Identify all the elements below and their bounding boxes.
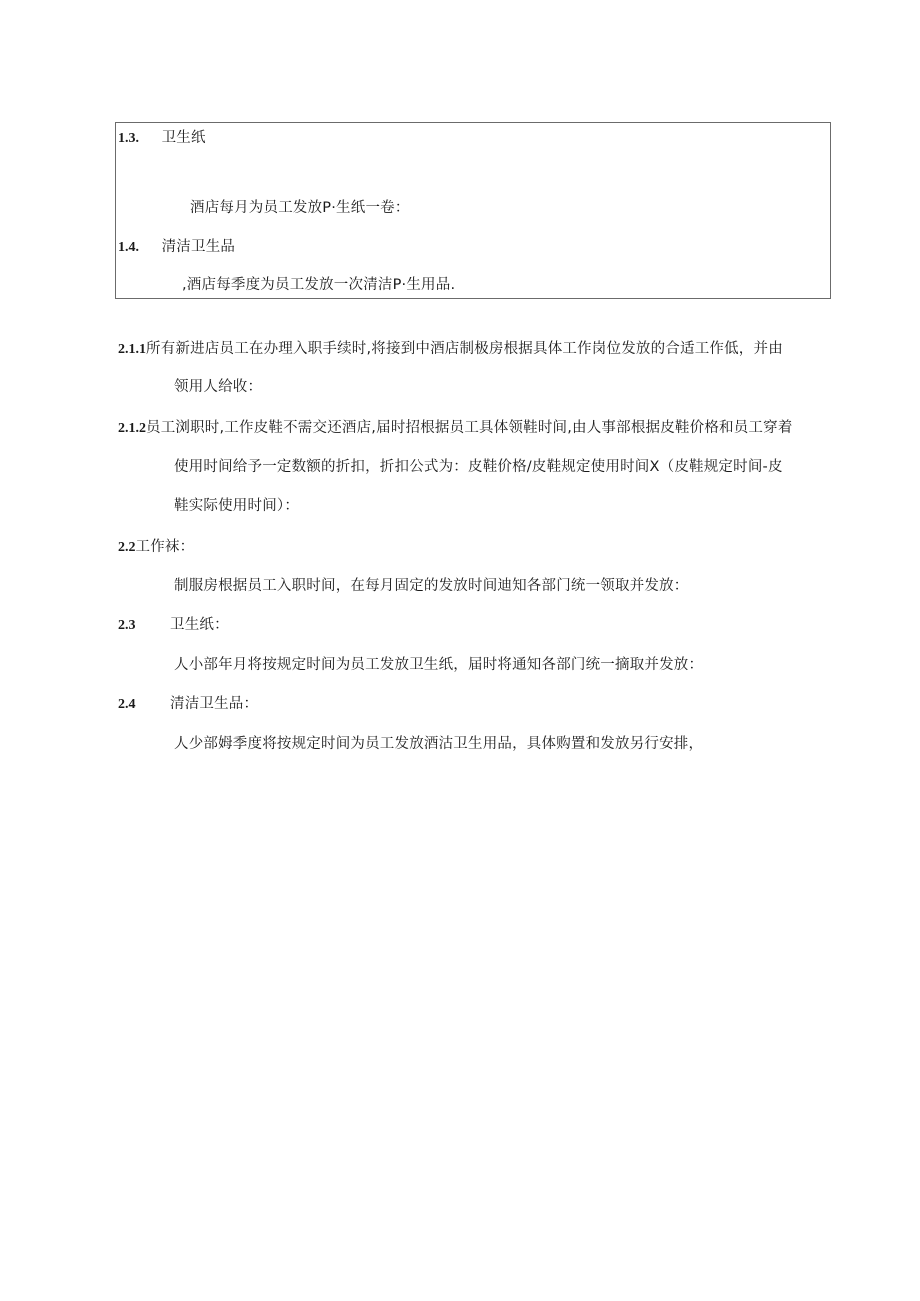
clause-number: 2.1.1 — [118, 342, 146, 357]
paragraph-text: 酒店每月为员工发放P·生纸一卷： — [190, 200, 410, 216]
clause-2-2-body — [174, 576, 689, 596]
clause-2-3 — [118, 615, 229, 636]
clause-title: 卫生纸： — [170, 617, 229, 633]
clause-text: 使用时间给予一定数额的折扣，折扣公式为：皮鞋价格/皮鞋规定使用时间X（皮鞋规定时间-皮 — [174, 459, 783, 475]
clause-number: 2.4 — [118, 697, 136, 712]
clause-text: 所有新进店员工在办理入职手续时,将接到中酒店制极房根据具体工作岗位发放的合适工作低，并由 — [146, 341, 783, 357]
heading-title: 卫生纸 — [161, 130, 206, 146]
clause-text: 人少部姆季度将按规定时间为员工发放酒沽卫生用品，具体购置和发放另行安排， — [174, 736, 704, 752]
clause-text: 鞋实际使用时间）： — [174, 498, 300, 514]
clause-number: 2.2 — [118, 540, 136, 555]
clause-text: 制服房根据员工入职时间，在每月固定的发放时间迪知各部门统一领取并发放： — [174, 578, 689, 594]
clause-2-2 — [118, 537, 194, 558]
heading-1-3 — [118, 128, 206, 149]
clause-text: 人小部年月将按规定时间为员工发放卫生纸，届时将通知各部门统一摘取并发放： — [174, 657, 704, 673]
clause-text: 员工浏职时,工作皮鞋不需交还酒店,届时招根据员工具体领鞋时间,由人事部根据皮鞋价格和员工穿着 — [146, 420, 793, 436]
paragraph-1-4 — [182, 275, 455, 295]
heading-number: 1.4. — [118, 240, 139, 255]
heading-number: 1.3. — [118, 131, 139, 146]
clause-text: 领用人给收： — [174, 379, 263, 395]
paragraph-1-3 — [190, 198, 410, 218]
clause-2-4-body — [174, 734, 703, 754]
clause-2-4 — [118, 694, 259, 715]
clause-title: 工作袜： — [135, 539, 195, 555]
clause-2-1-2-continued-2 — [174, 496, 299, 516]
clause-number: 2.3 — [118, 618, 136, 633]
clause-2-1-1-continued — [174, 377, 262, 397]
clause-2-3-body — [174, 655, 703, 675]
clause-title: 清洁卫生品： — [170, 696, 259, 712]
heading-title: 清洁卫生品 — [161, 239, 236, 255]
clause-number: 2.1.2 — [118, 421, 146, 436]
clause-2-1-2-continued — [174, 457, 783, 477]
clause-2-1-1 — [118, 339, 783, 360]
paragraph-text: ,酒店每季度为员工发放一次清洁P·生用品. — [182, 277, 456, 293]
clause-2-1-2 — [118, 418, 793, 439]
heading-1-4 — [118, 237, 235, 258]
